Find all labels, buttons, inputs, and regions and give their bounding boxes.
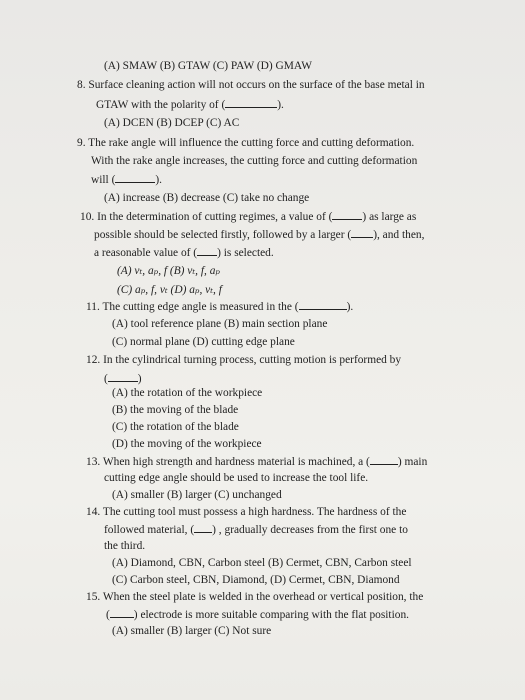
- q8-stem-end: ).: [277, 99, 284, 111]
- q10-stem-text: 10. In the determination of cutting regimes, a value of (: [80, 211, 333, 223]
- q14-stem-end: ) , gradually decreases from the first one to: [212, 524, 408, 536]
- q9-options: (A) increase (B) decrease (C) take no change: [104, 192, 310, 204]
- q13-stem-line2: cutting edge angle should be used to increase the tool life.: [104, 472, 369, 484]
- answer-blank[interactable]: [197, 245, 217, 256]
- answer-blank[interactable]: [110, 607, 134, 618]
- q10-stem-text2: possible should be selected firstly, followed by a larger (: [94, 229, 352, 241]
- q10-stem-end: ) as large as: [362, 211, 417, 223]
- q12-option-b: (B) the moving of the blade: [112, 404, 239, 416]
- q8-stem-text: GTAW with the polarity of (: [96, 99, 226, 111]
- q11-stem-end: ).: [346, 301, 354, 313]
- q10-stem-line2: [94, 227, 424, 242]
- q14-stem-text: followed material, (: [104, 524, 195, 536]
- q13-stem-text: 13. When high strength and hardness material is machined, a (: [86, 456, 370, 468]
- q10-stem-text3: a reasonable value of (: [94, 247, 198, 259]
- q11-options-row2: (C) normal plane (D) cutting edge plane: [112, 336, 295, 348]
- q14-options-row1: (A) Diamond, CBN, Carbon steel (B) Cermet, CBN, Carbon steel: [112, 557, 412, 569]
- q8-stem-line2: [96, 97, 284, 112]
- q12-option-d: (D) the moving of the workpiece: [112, 438, 262, 450]
- q14-stem-line3: the third.: [104, 540, 146, 552]
- q7-options: (A) SMAW (B) GTAW (C) PAW (D) GMAW: [104, 60, 312, 72]
- q11-stem-text: 11. The cutting edge angle is measured in the (: [86, 301, 299, 313]
- q14-stem-line2: [104, 522, 408, 537]
- q8-options: (A) DCEN (B) DCEP (C) AC: [104, 117, 240, 129]
- answer-blank[interactable]: [351, 227, 373, 238]
- q9-stem-line1: 9. The rake angle will influence the cutting force and cutting deformation.: [77, 137, 415, 149]
- answer-blank[interactable]: [332, 209, 362, 220]
- q10-options-row1: (A) vₜ, aₚ, f (B) vₜ, f, aₚ: [117, 265, 220, 277]
- q13-stem-end: ) main: [397, 456, 428, 468]
- q10-stem-end2: ), and then,: [373, 229, 425, 241]
- q12-option-c: (C) the rotation of the blade: [112, 421, 239, 433]
- q14-options-row2: (C) Carbon steel, CBN, Diamond, (D) Cermet, CBN, Diamond: [112, 574, 400, 586]
- q10-stem-line3: [94, 245, 274, 260]
- q15-stem-text: ) electrode is more suitable comparing with the flat position.: [133, 609, 409, 621]
- q12-blank-line: [104, 371, 142, 386]
- answer-blank[interactable]: [115, 172, 155, 183]
- q11-options-row1: (A) tool reference plane (B) main section plane: [112, 318, 328, 330]
- answer-blank[interactable]: [194, 522, 212, 533]
- q15-stem-line2: [106, 607, 409, 622]
- q9-stem-line2: With the rake angle increases, the cutting force and cutting deformation: [91, 155, 418, 167]
- answer-blank[interactable]: [299, 299, 347, 310]
- answer-blank[interactable]: [108, 371, 138, 382]
- q13-stem-line1: [86, 454, 427, 469]
- q15-stem-line1: 15. When the steel plate is welded in the overhead or vertical position, the: [86, 591, 424, 603]
- q10-options-row2: (C) aₚ, f, vₜ (D) aₚ, vₜ, f: [117, 284, 222, 296]
- q9-stem-text: will (: [91, 174, 116, 186]
- q9-stem-end: ).: [155, 174, 163, 186]
- q8-stem-line1: 8. Surface cleaning action will not occurs on the surface of the base metal in: [77, 79, 425, 91]
- q12-option-a: (A) the rotation of the workpiece: [112, 387, 263, 399]
- q10-stem-line1: [80, 209, 416, 224]
- q12-stem: 12. In the cylindrical turning process, cutting motion is performed by: [86, 354, 402, 366]
- answer-blank[interactable]: [225, 97, 277, 108]
- q15-options: (A) smaller (B) larger (C) Not sure: [112, 625, 272, 637]
- q12-paren-close: ): [137, 373, 142, 385]
- q15-paren-open: (: [106, 609, 110, 621]
- q13-options: (A) smaller (B) larger (C) unchanged: [112, 489, 282, 501]
- q11-stem: [86, 299, 353, 314]
- q9-stem-line3: [91, 172, 162, 187]
- q14-stem-line1: 14. The cutting tool must possess a high hardness. The hardness of the: [86, 506, 407, 518]
- q12-paren-open: (: [104, 373, 108, 385]
- q10-stem-end3: ) is selected.: [217, 247, 274, 259]
- answer-blank[interactable]: [370, 454, 398, 465]
